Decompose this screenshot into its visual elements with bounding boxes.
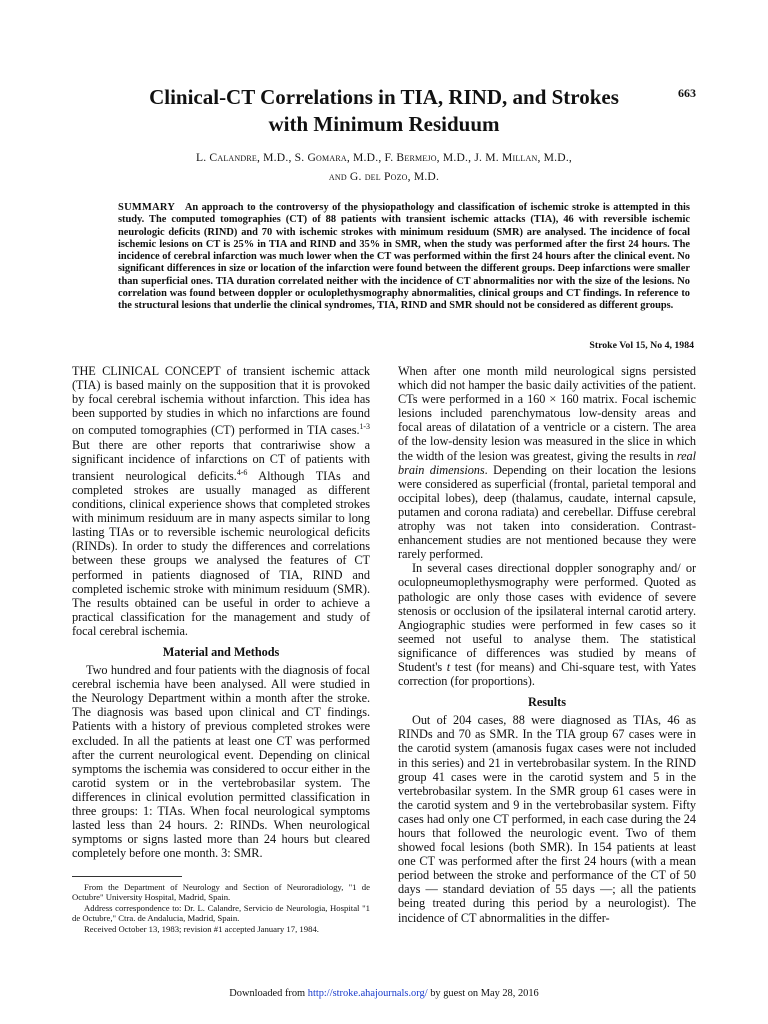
methods-continued-text-a: When after one month mild neurological signs persisted which did not hamper the basic daily activities of the patient. CTs were performed in a 160 × 160 matrix. Focal ischemic lesions included parenchymatous low-density areas and focal areas of dilatation of a ventricle or a cistern. The area of the low-density lesion was measured in the slice in which the width of the lesion was greatest, giving the results in bbox=[398, 364, 696, 463]
results-paragraph: Out of 204 cases, 88 were diagnosed as TIAs, 46 as RINDs and 70 as SMR. In the TIA group 67 cases were in the carotid system (amanosis fugax cases were not included in this series) and 21 in vertebrobasilar system. In the RIND group 41 cases were in the carotid system and 5 in the vertebrobasilar system. In the SMR group 61 cases were in the carotid system and 9 in the vertebrobasilar system. Fifty cases had only one CT performed, in each case during the 24 hours that followed the neurologic event. Two of them showed focal lesions (both SMR). In 154 patients at least one CT was performed after the first 24 hours (with a mean period between the stroke and performance of the CT of 50 days — standard deviation of 55 days —; all the patients being treated during this period by a neurologist). The incidence of CT abnormalities in the differ- bbox=[398, 713, 696, 925]
emphasis-text: real brain dimensions bbox=[398, 448, 696, 477]
authors-line-2: and G. del Pozo, M.D. bbox=[328, 170, 440, 183]
footnote-affiliation: From the Department of Neurology and Section of Neuroradiology, "1 de Octubre" University Hospital, Madrid, Spain. bbox=[72, 882, 370, 903]
footnote-correspondence: Address correspondence to: Dr. L. Calandre, Servicio de Neurologia, Hospital "1 de Octubre," Ctra. de Andalucia, Madrid, Spain. bbox=[72, 902, 370, 924]
intro-text-c: Although TIAs and completed strokes are usually managed as different conditions, clinical experience shows that completed strokes with minimum residuum are in many aspects similar to long lasting TIAs or to reversible ischemic neurological deficits (RINDs). In order to study the differences and correlations between these groups we analysed the features of CT performed in patients diagnosed of TIA, RIND and completed ischemic stroke with minimum residuum (SMR). The results obtained can be useful in order to achieve a practical classification for the management and study of focal cerebral ischemia. bbox=[72, 468, 371, 638]
summary-text: An approach to the controversy of the physiopathology and classification of ischemic stroke is attempted in this study. The computed tomographies (CT) of 88 patients with transient ischemic attacks (TIA), 46 with reversible ischemic neurologic deficits (RIND) and 70 with ischemic strokes with minimum residuum (SMR) are analysed. The incidence of focal ischemic lesions on CT is 25% in TIA and RIND and 35% in SMR, when the study was performed after the first 24 hours. The incidence of cerebral infarction was much lower when the CT was performed within the first 24 hours after the clinical event. No significant differences in size or location of the infarction were found between the different groups. Deep infarctions were smaller than superficial ones. TIA duration correlated neither with the incidence of CT abnormalities nor with the size of the lesions. No correlation was found between doppler or oculoplethysmography abnormalities, clinical groups and CT findings. In reference to the structural lesions that underlie the clinical syndromes, TIA, RIND and SMR should not be considered as different groups. bbox=[118, 202, 690, 312]
intro-lead: THE CLINICAL CONCEPT bbox=[72, 364, 221, 378]
reference-superscript: 1-3 bbox=[359, 422, 370, 432]
methods-paragraph: Two hundred and four patients with the diagnosis of focal cerebral ischemia have been analysed. All were studied in the Neurology Department within a month after the stroke. The diagnosis was based upon clinical and CT findings. Patients with a history of previous completed strokes were excluded. In all the patients at least one CT was performed after the current neurological event. Depending on clinical symptoms the ischemia was considered to occur either in the carotid system or in the vertebrobasilar system. The differences in clinical evolution permitted classification in three groups: 1: TIAs. When focal neurological symptoms lasted less than 24 hours. 2: RINDs. When neurological symptoms or signs lasted more than 24 hours but cleared completely before one month. 3: SMR. bbox=[72, 663, 370, 861]
download-suffix: by guest on May 28, 2016 bbox=[427, 988, 539, 999]
section-heading-methods: Material and Methods bbox=[162, 644, 280, 659]
abstract bbox=[118, 202, 690, 313]
methods-continued-paragraph bbox=[398, 364, 696, 561]
footnote-received: Received October 13, 1983; revision #1 accepted January 17, 1984. bbox=[84, 923, 319, 934]
intro-paragraph bbox=[72, 364, 370, 638]
doppler-text-a: In several cases directional doppler sonography and/ or oculopneumoplethysmography were performed. Quoted as pathologic are only those cases with evidence of severe stenosis or occlusion of the ipsilateral internal carotid artery. Angiographic studies were performed in few cases so it seemed not useful to analyse them. The statistical significance of differences was studied by means of Student's bbox=[398, 561, 696, 674]
footnote-divider bbox=[72, 876, 182, 877]
download-prefix: Downloaded from bbox=[229, 988, 308, 999]
intro-text-b: But there are other reports that contrariwise show a significant incidence of infarctions on CT of patients with transient neurological deficits. bbox=[72, 437, 370, 483]
page-number: 663 bbox=[678, 86, 696, 100]
intro-text-a: of transient ischemic attack (TIA) is based mainly on the supposition that it is provoked by focal cerebral ischemia without infarction. This idea has been supported by studies in which no infarctions are found on computed tomographies (CT) performed in TIA cases. bbox=[72, 364, 370, 438]
download-footer bbox=[0, 988, 768, 999]
footnotes bbox=[72, 882, 370, 934]
article-title bbox=[100, 84, 668, 138]
journal-link[interactable]: http://stroke.ahajournals.org/ bbox=[307, 988, 428, 999]
methods-continued-text-b: . Depending on their location the lesions were considered as superficial (frontal, parietal temporal and occipital lobes), deep (thalamus, caudate, internal capsule, putamen and corona radiata) and cerebellar. Diffuse cerebral atrophy was not taken into consideration. Contrast-enhancement studies are not mentioned because they were rarely performed. bbox=[398, 462, 696, 562]
authors-line-1: L. Calandre, M.D., S. Gomara, M.D., F. Bermejo, M.D., J. M. Millan, M.D., bbox=[195, 151, 573, 164]
doppler-text-b: test (for means) and Chi-square test, with Yates correction (for proportions). bbox=[398, 659, 697, 689]
reference-superscript: 4-6 bbox=[236, 467, 248, 477]
summary-label: SUMMARY bbox=[118, 202, 176, 213]
title-line-1: Clinical-CT Correlations in TIA, RIND, and Strokes bbox=[149, 85, 619, 109]
title-line-2: with Minimum Residuum bbox=[268, 112, 500, 136]
doppler-paragraph bbox=[398, 561, 696, 688]
section-heading-results: Results bbox=[528, 695, 566, 710]
left-column bbox=[72, 364, 370, 860]
right-column bbox=[398, 364, 696, 925]
journal-citation: Stroke Vol 15, No 4, 1984 bbox=[589, 340, 694, 351]
author-list bbox=[80, 148, 688, 186]
t-test-symbol: t bbox=[446, 659, 451, 674]
